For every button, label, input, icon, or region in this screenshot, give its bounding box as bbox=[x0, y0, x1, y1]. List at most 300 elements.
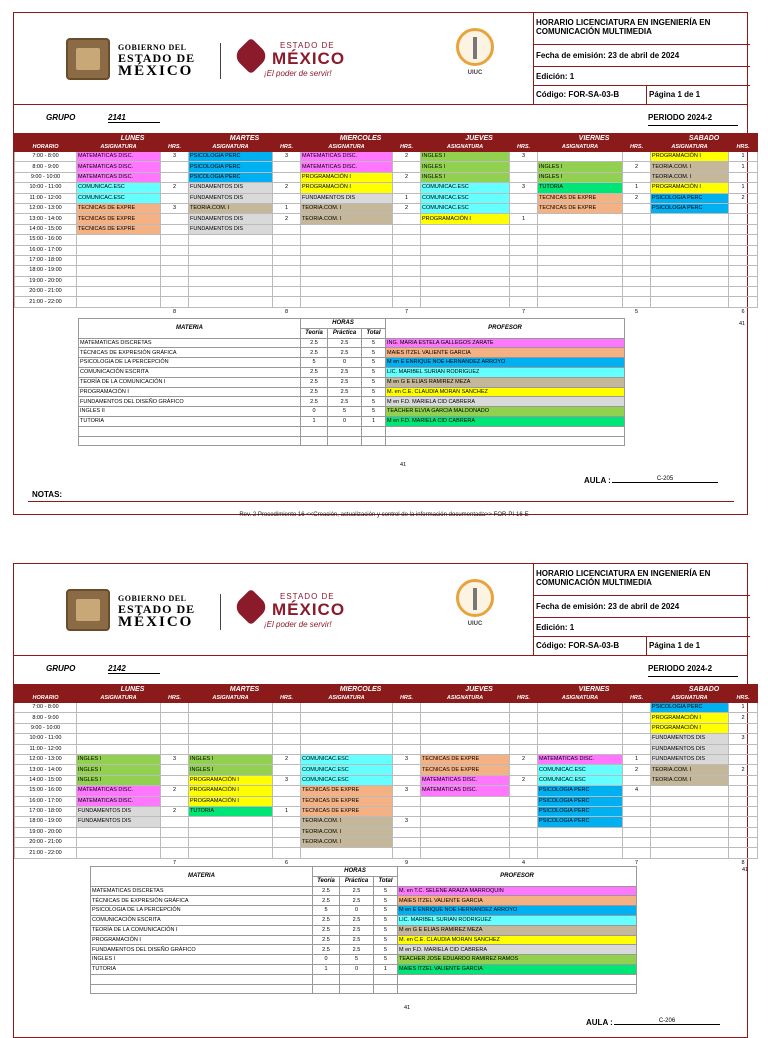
schedule-row bbox=[15, 183, 758, 193]
schedule-row bbox=[15, 775, 758, 785]
hours-cell bbox=[510, 817, 538, 827]
hours-cell: 3 bbox=[393, 786, 421, 796]
university-logo: UIUC bbox=[454, 579, 496, 635]
schedule-row bbox=[15, 255, 758, 265]
column-header-row bbox=[15, 695, 758, 703]
hours-cell bbox=[623, 172, 651, 182]
subject-cell bbox=[651, 235, 729, 245]
subject-cell bbox=[538, 245, 623, 255]
materia-name: TUTORIA bbox=[91, 964, 313, 974]
total-value: 1 bbox=[362, 416, 386, 426]
schedule-row bbox=[15, 806, 758, 816]
hours-cell bbox=[729, 287, 758, 297]
materia-row bbox=[91, 886, 637, 896]
subject-cell bbox=[189, 276, 273, 286]
teoria-header: Teoría bbox=[301, 328, 328, 338]
subjects-table bbox=[78, 318, 625, 446]
teoria-value bbox=[301, 436, 328, 446]
subject-cell bbox=[651, 276, 729, 286]
time-slot: 21:00 - 22:00 bbox=[15, 848, 77, 858]
subject-cell bbox=[77, 235, 161, 245]
practica-value bbox=[328, 426, 362, 436]
time-slot: 8:00 - 9:00 bbox=[15, 162, 77, 172]
horas-header: HORAS bbox=[313, 867, 398, 877]
time-slot: 9:00 - 10:00 bbox=[15, 172, 77, 182]
time-slot: 15:00 - 16:00 bbox=[15, 786, 77, 796]
materia-row bbox=[91, 925, 637, 935]
hours-cell: 3 bbox=[393, 817, 421, 827]
hours-cell bbox=[623, 287, 651, 297]
hours-cell bbox=[273, 266, 301, 276]
subject-cell bbox=[538, 744, 623, 754]
teoria-value: 2.5 bbox=[301, 338, 328, 348]
hrs-header: HRS. bbox=[729, 144, 758, 152]
subject-cell bbox=[189, 744, 273, 754]
subject-cell: INGLES I bbox=[77, 754, 161, 764]
hours-cell bbox=[393, 713, 421, 723]
teoria-value: 2.5 bbox=[313, 925, 340, 935]
schedule-row bbox=[15, 838, 758, 848]
practica-value: 2.5 bbox=[340, 925, 374, 935]
subject-cell bbox=[421, 817, 510, 827]
materia-name: INGLES I bbox=[91, 955, 313, 965]
subject-cell bbox=[77, 723, 161, 733]
materia-name: PROGRAMACIÓN I bbox=[91, 935, 313, 945]
hours-cell bbox=[623, 152, 651, 162]
hours-cell: 1 bbox=[623, 754, 651, 764]
practica-value: 2.5 bbox=[328, 397, 362, 407]
time-slot: 15:00 - 16:00 bbox=[15, 235, 77, 245]
subject-cell: FUNDAMENTOS DIS bbox=[189, 214, 273, 224]
time-slot: 14:00 - 15:00 bbox=[15, 775, 77, 785]
hours-cell bbox=[729, 723, 758, 733]
day-total: 7 bbox=[634, 859, 639, 866]
asignatura-header: ASIGNATURA bbox=[538, 695, 623, 703]
subject-cell bbox=[189, 723, 273, 733]
materia-row bbox=[79, 397, 625, 407]
total-value: 5 bbox=[374, 896, 398, 906]
subject-cell: TECNICAS DE EXPRE bbox=[77, 214, 161, 224]
day-total: 7 bbox=[521, 308, 526, 315]
schedule-row bbox=[15, 744, 758, 754]
hours-cell bbox=[161, 838, 189, 848]
teoria-header: Teoría bbox=[313, 876, 340, 886]
profesor-name bbox=[398, 984, 637, 994]
subject-cell bbox=[651, 297, 729, 307]
hours-cell bbox=[510, 235, 538, 245]
materia-name: MATEMATICAS DISCRETAS bbox=[79, 338, 301, 348]
profesor-name: TEACHER JOSE EDUARDO RAMIREZ RAMOS bbox=[398, 955, 637, 965]
blank-cell bbox=[538, 307, 623, 317]
logos-area bbox=[14, 564, 533, 655]
asignatura-header: ASIGNATURA bbox=[538, 144, 623, 152]
total-header: Total bbox=[362, 328, 386, 338]
schedule-row bbox=[15, 817, 758, 827]
practica-value: 0 bbox=[340, 964, 374, 974]
document-info bbox=[533, 564, 750, 655]
profesor-name: M en E ENRIQUE NOE HERNANDEZ ARROYO bbox=[386, 358, 625, 368]
subject-cell bbox=[301, 235, 393, 245]
hours-cell bbox=[273, 172, 301, 182]
hours-cell bbox=[273, 838, 301, 848]
hours-cell bbox=[273, 245, 301, 255]
subject-cell bbox=[651, 848, 729, 858]
subject-cell: PROGRAMACIÓN I bbox=[189, 775, 273, 785]
subject-cell bbox=[421, 723, 510, 733]
hours-cell bbox=[273, 235, 301, 245]
total-value: 5 bbox=[374, 935, 398, 945]
hours-cell bbox=[273, 734, 301, 744]
time-slot: 14:00 - 15:00 bbox=[15, 224, 77, 234]
day-total: 8 bbox=[284, 308, 289, 315]
teoria-value: 5 bbox=[301, 358, 328, 368]
hours-cell: 2 bbox=[510, 754, 538, 764]
subject-cell: FUNDAMENTOS DIS bbox=[651, 744, 729, 754]
doc-date: Fecha de emisión: 23 de abril de 2024 bbox=[534, 45, 750, 67]
subject-cell bbox=[538, 734, 623, 744]
hours-cell bbox=[623, 703, 651, 713]
hours-cell: 2 bbox=[393, 152, 421, 162]
subject-cell bbox=[189, 287, 273, 297]
subject-cell: FUNDAMENTOS DIS bbox=[77, 817, 161, 827]
subject-cell: COMUNICAC.ESC bbox=[421, 203, 510, 213]
subject-cell bbox=[651, 266, 729, 276]
profesor-name: TEACHER ELVIA GARCIA MALDONADO bbox=[386, 407, 625, 417]
hours-cell bbox=[393, 235, 421, 245]
subject-cell bbox=[651, 796, 729, 806]
hours-cell: 1 bbox=[393, 193, 421, 203]
hours-cell bbox=[729, 245, 758, 255]
time-slot: 19:00 - 20:00 bbox=[15, 276, 77, 286]
subject-cell bbox=[421, 744, 510, 754]
subject-cell bbox=[189, 297, 273, 307]
materia-row bbox=[91, 984, 637, 994]
subject-cell: PSICOLOGIA PERC bbox=[538, 796, 623, 806]
hours-cell bbox=[510, 245, 538, 255]
practica-value: 2.5 bbox=[328, 348, 362, 358]
hours-cell: 1 bbox=[729, 152, 758, 162]
column-header-row bbox=[15, 144, 758, 152]
hours-cell bbox=[273, 744, 301, 754]
hours-cell bbox=[393, 838, 421, 848]
notas-label: NOTAS: bbox=[32, 490, 63, 499]
group-number: 2142 bbox=[108, 664, 160, 674]
practica-value: 2.5 bbox=[340, 896, 374, 906]
subject-cell bbox=[538, 266, 623, 276]
subject-cell bbox=[651, 214, 729, 224]
hours-cell bbox=[393, 245, 421, 255]
hours-cell bbox=[393, 848, 421, 858]
practica-header: Práctica bbox=[340, 876, 374, 886]
hours-cell bbox=[161, 796, 189, 806]
hours-cell bbox=[273, 297, 301, 307]
hours-cell: 1 bbox=[510, 214, 538, 224]
day-header: JUEVES bbox=[421, 685, 538, 695]
subject-cell: PROGRAMACIÓN I bbox=[651, 152, 729, 162]
profesor-name: M en F.D. MARIELA CID CABRERA bbox=[386, 397, 625, 407]
schedule-row bbox=[15, 224, 758, 234]
schedule-row bbox=[15, 786, 758, 796]
subject-cell bbox=[651, 786, 729, 796]
profesor-header: PROFESOR bbox=[398, 867, 637, 887]
practica-value bbox=[340, 974, 374, 984]
time-slot: 9:00 - 10:00 bbox=[15, 723, 77, 733]
subject-cell bbox=[77, 838, 161, 848]
subject-cell: PSICOLOGIA PERC bbox=[189, 172, 273, 182]
subject-cell bbox=[421, 287, 510, 297]
hours-cell bbox=[393, 723, 421, 733]
document-info bbox=[533, 13, 750, 104]
subject-cell: TECNICAS DE EXPRE bbox=[538, 203, 623, 213]
doc-page: Página 1 de 1 bbox=[646, 637, 700, 655]
subject-cell: INGLES I bbox=[421, 152, 510, 162]
hours-cell bbox=[393, 266, 421, 276]
hours-cell bbox=[729, 744, 758, 754]
hours-cell bbox=[510, 703, 538, 713]
subject-cell bbox=[651, 224, 729, 234]
materia-header: MATERIA bbox=[79, 319, 301, 339]
time-slot: 7:00 - 8:00 bbox=[15, 703, 77, 713]
blank-cell bbox=[15, 307, 77, 317]
subject-cell: INGLES I bbox=[421, 172, 510, 182]
total-value: 5 bbox=[362, 338, 386, 348]
day-header: SABADO bbox=[651, 685, 758, 695]
hrs-header: HRS. bbox=[623, 144, 651, 152]
subject-cell bbox=[77, 703, 161, 713]
hours-cell bbox=[273, 796, 301, 806]
blank-cell bbox=[189, 307, 273, 317]
hours-cell: 2 bbox=[161, 806, 189, 816]
group-line: GRUPO 2142 PERIODO 2024-2 bbox=[14, 656, 747, 680]
total-value: 5 bbox=[362, 367, 386, 377]
hours-cell bbox=[273, 827, 301, 837]
subject-cell bbox=[301, 703, 393, 713]
subject-cell: MATEMATICAS DISC. bbox=[77, 152, 161, 162]
materia-name: TÉCNICAS DE EXPRESIÓN GRÁFICA bbox=[79, 348, 301, 358]
total-value: 5 bbox=[362, 397, 386, 407]
hours-cell bbox=[161, 235, 189, 245]
time-slot: 20:00 - 21:00 bbox=[15, 287, 77, 297]
hours-cell bbox=[161, 765, 189, 775]
hours-cell bbox=[623, 203, 651, 213]
practica-value: 2.5 bbox=[328, 367, 362, 377]
hours-cell: 1 bbox=[729, 162, 758, 172]
subject-cell bbox=[421, 276, 510, 286]
schedule-row bbox=[15, 848, 758, 858]
doc-title: HORARIO LICENCIATURA EN INGENIERÍA EN COMUNICACIÓN MULTIMEDIA bbox=[534, 564, 750, 596]
subject-cell bbox=[77, 287, 161, 297]
subject-cell bbox=[301, 744, 393, 754]
aula-label: AULA : bbox=[586, 1018, 613, 1027]
hours-cell: 3 bbox=[393, 754, 421, 764]
practica-header: Práctica bbox=[328, 328, 362, 338]
hours-cell: 2 bbox=[623, 162, 651, 172]
schedule-row bbox=[15, 297, 758, 307]
schedule-row bbox=[15, 193, 758, 203]
schedule-row bbox=[15, 235, 758, 245]
total-value: 5 bbox=[374, 906, 398, 916]
doc-page: Página 1 de 1 bbox=[646, 86, 700, 104]
subject-cell: TECNICAS DE EXPRE bbox=[77, 203, 161, 213]
hours-cell: 3 bbox=[161, 203, 189, 213]
materia-name: TEORÍA DE LA COMUNICACIÓN I bbox=[91, 925, 313, 935]
asignatura-header: ASIGNATURA bbox=[77, 695, 161, 703]
subject-cell: TUTORIA bbox=[189, 806, 273, 816]
subject-cell: PROGRAMACIÓN I bbox=[651, 723, 729, 733]
subject-cell bbox=[301, 287, 393, 297]
materia-name: TÉCNICAS DE EXPRESIÓN GRÁFICA bbox=[91, 896, 313, 906]
total-header: Total bbox=[374, 876, 398, 886]
materia-name bbox=[91, 984, 313, 994]
subject-cell bbox=[421, 734, 510, 744]
profesor-name: M en G E ELIAS RAMIREZ MEZA bbox=[398, 925, 637, 935]
schedule-sheet-1 bbox=[13, 12, 748, 515]
day-header: MARTES bbox=[189, 134, 301, 144]
materia-row bbox=[91, 906, 637, 916]
teoria-value: 2.5 bbox=[301, 387, 328, 397]
materia-row bbox=[91, 945, 637, 955]
hours-cell bbox=[623, 235, 651, 245]
materia-row bbox=[91, 964, 637, 974]
hours-cell bbox=[273, 193, 301, 203]
subject-cell: PROGRAMACIÓN I bbox=[189, 786, 273, 796]
hours-cell bbox=[510, 255, 538, 265]
hours-cell bbox=[393, 214, 421, 224]
subject-cell bbox=[651, 287, 729, 297]
blank-cell bbox=[301, 307, 393, 317]
hours-cell bbox=[510, 806, 538, 816]
teoria-value: 5 bbox=[313, 906, 340, 916]
profesor-name: ING. MARIA ESTELA GALLEGOS ZARATE bbox=[386, 338, 625, 348]
subject-cell: TECNICAS DE EXPRE bbox=[301, 806, 393, 816]
total-value: 5 bbox=[374, 955, 398, 965]
subject-cell bbox=[301, 297, 393, 307]
materia-name: PSICOLOGIA DE LA PERCEPCIÓN bbox=[91, 906, 313, 916]
hours-cell bbox=[161, 744, 189, 754]
horas-header: HORAS bbox=[301, 319, 386, 329]
hours-cell bbox=[393, 255, 421, 265]
hours-cell bbox=[273, 276, 301, 286]
time-slot: 7:00 - 8:00 bbox=[15, 152, 77, 162]
subject-cell: TEORIA.COM. I bbox=[651, 172, 729, 182]
grand-total-hours: 41 bbox=[400, 462, 407, 468]
materia-name: PROGRAMACIÓN I bbox=[79, 387, 301, 397]
schedule-row bbox=[15, 152, 758, 162]
hours-cell bbox=[510, 827, 538, 837]
subject-cell bbox=[301, 713, 393, 723]
hrs-header: HRS. bbox=[729, 695, 758, 703]
teoria-value: 2.5 bbox=[313, 945, 340, 955]
gobierno-logo: GOBIERNO DEL ESTADO DE MÉXICO bbox=[118, 43, 196, 79]
schedule-row bbox=[15, 203, 758, 213]
subject-cell: PSICOLOGIA PERC bbox=[189, 152, 273, 162]
estado-mexico-logo: ESTADO DE MÉXICO ¡El poder de servir! bbox=[234, 590, 384, 634]
subject-cell bbox=[77, 245, 161, 255]
time-slot: 8:00 - 9:00 bbox=[15, 713, 77, 723]
profesor-name bbox=[386, 436, 625, 446]
teoria-value: 2.5 bbox=[313, 896, 340, 906]
hours-cell bbox=[510, 734, 538, 744]
hours-cell bbox=[161, 817, 189, 827]
teoria-value: 2.5 bbox=[301, 367, 328, 377]
day-total: 6 bbox=[741, 308, 745, 315]
hours-cell bbox=[393, 744, 421, 754]
horario-header: HORARIO bbox=[15, 695, 77, 703]
hours-cell bbox=[273, 287, 301, 297]
time-slot: 18:00 - 19:00 bbox=[15, 266, 77, 276]
profesor-name: M en E ENRIQUE NOE HERNANDEZ ARROYO bbox=[398, 906, 637, 916]
materia-row bbox=[91, 935, 637, 945]
subject-cell: PROGRAMACIÓN I bbox=[421, 214, 510, 224]
subject-cell: MATEMATICAS DISC. bbox=[421, 786, 510, 796]
subject-cell: TEORIA.COM. I bbox=[301, 203, 393, 213]
materia-row bbox=[91, 955, 637, 965]
day-header: MARTES bbox=[189, 685, 301, 695]
subject-cell: MATEMATICAS DISC. bbox=[301, 152, 393, 162]
doc-title: HORARIO LICENCIATURA EN INGENIERÍA EN COMUNICACIÓN MULTIMEDIA bbox=[534, 13, 750, 45]
hours-cell bbox=[510, 162, 538, 172]
hours-cell bbox=[273, 817, 301, 827]
hours-cell: 2 bbox=[623, 765, 651, 775]
schedule-row bbox=[15, 765, 758, 775]
profesor-name bbox=[398, 974, 637, 984]
subject-cell: TEORIA.COM. I bbox=[301, 838, 393, 848]
subject-cell bbox=[538, 297, 623, 307]
hours-cell bbox=[510, 224, 538, 234]
subject-cell: MATEMATICAS DISC. bbox=[77, 786, 161, 796]
subject-cell: COMUNICAC.ESC bbox=[421, 193, 510, 203]
hours-cell: 2 bbox=[273, 214, 301, 224]
asignatura-header: ASIGNATURA bbox=[651, 144, 729, 152]
subject-cell: TEORIA.COM. I bbox=[651, 775, 729, 785]
materia-header-row bbox=[91, 867, 637, 877]
hours-cell: 2 bbox=[729, 765, 758, 775]
materia-row bbox=[79, 387, 625, 397]
hours-cell: 1 bbox=[729, 703, 758, 713]
teoria-value bbox=[313, 974, 340, 984]
blank-cell bbox=[651, 307, 729, 317]
hours-cell bbox=[393, 775, 421, 785]
day-total: 7 bbox=[172, 859, 177, 866]
subject-cell bbox=[421, 224, 510, 234]
logo-divider bbox=[220, 43, 221, 79]
hrs-header: HRS. bbox=[161, 695, 189, 703]
total-value bbox=[374, 984, 398, 994]
sheet-header bbox=[14, 564, 747, 656]
total-value: 5 bbox=[374, 945, 398, 955]
hours-cell bbox=[623, 713, 651, 723]
hours-cell bbox=[273, 848, 301, 858]
subject-cell bbox=[421, 713, 510, 723]
hours-cell bbox=[623, 838, 651, 848]
profesor-name bbox=[386, 426, 625, 436]
practica-value: 2.5 bbox=[340, 886, 374, 896]
time-slot: 18:00 - 19:00 bbox=[15, 817, 77, 827]
materia-name: COMUNICACIÓN ESCRITA bbox=[79, 367, 301, 377]
teoria-value: 1 bbox=[301, 416, 328, 426]
hours-cell bbox=[729, 214, 758, 224]
subject-cell: MATEMATICAS DISC. bbox=[77, 162, 161, 172]
period-label: PERIODO 2024-2 bbox=[648, 113, 713, 122]
materia-header-row bbox=[79, 319, 625, 329]
day-header: MIERCOLES bbox=[301, 685, 421, 695]
subject-cell: MATEMATICAS DISC. bbox=[301, 162, 393, 172]
subject-cell bbox=[651, 806, 729, 816]
blank-cell bbox=[77, 307, 161, 317]
subject-cell bbox=[538, 214, 623, 224]
time-slot: 11:00 - 12:00 bbox=[15, 744, 77, 754]
subject-cell: TECNICAS DE EXPRE bbox=[77, 224, 161, 234]
